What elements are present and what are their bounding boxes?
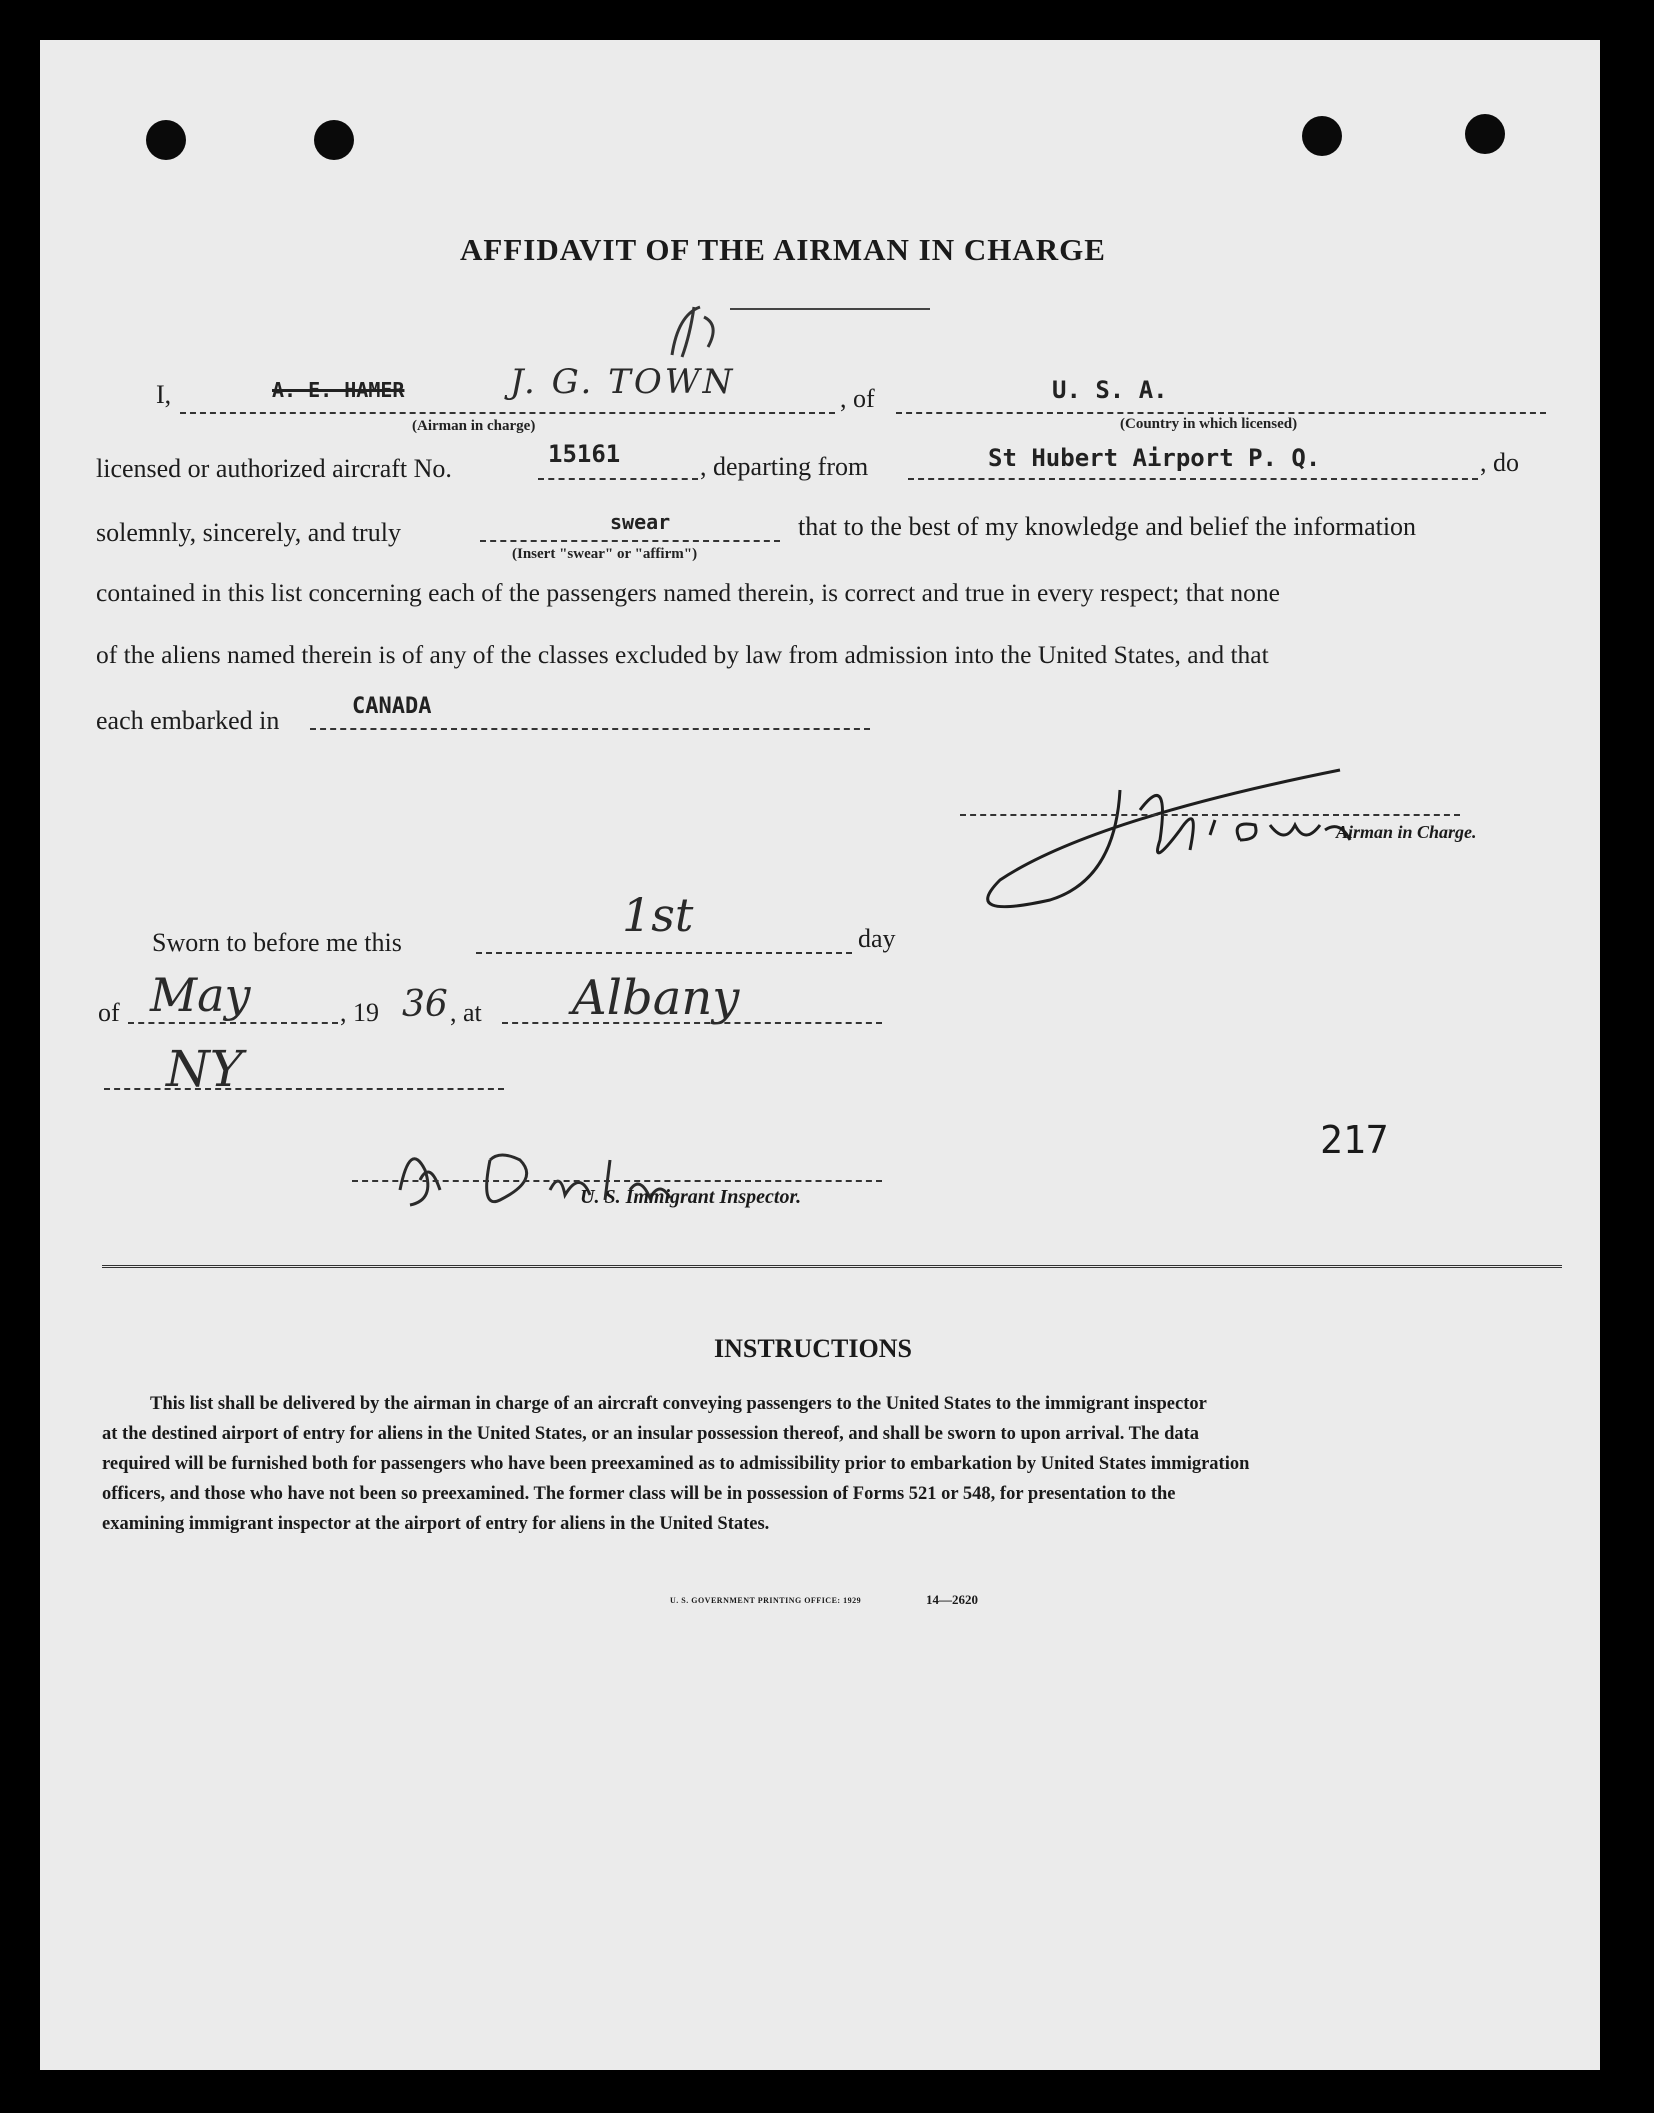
of-month-label: of	[98, 998, 120, 1027]
sworn-label: Sworn to before me this	[152, 928, 402, 957]
place-second-line	[104, 1088, 504, 1090]
page-title: AFFIDAVIT OF THE AIRMAN IN CHARGE	[460, 232, 1106, 267]
of-label: , of	[840, 384, 875, 413]
inspector-signature	[380, 1120, 880, 1230]
year-value: 36	[402, 984, 448, 1025]
airman-caption: (Airman in charge)	[412, 418, 536, 434]
departing-label: , departing from	[700, 452, 869, 481]
place-value: Albany	[572, 970, 740, 1026]
sworn-day-value: 1st	[622, 888, 694, 942]
embarked-label: each embarked in	[96, 706, 280, 735]
page-number: 217	[1320, 1118, 1389, 1162]
signature-line	[960, 814, 1460, 816]
airman-line	[180, 412, 835, 414]
form-number: 14—2620	[926, 1592, 978, 1607]
handwritten-initials-mark	[660, 295, 730, 365]
airman-struck-name: A. E. HAMER	[272, 378, 405, 402]
instructions-line1: This list shall be delivered by the airman in charge of an aircraft conveying passengers to the United States to the immigrant inspector	[150, 1394, 1207, 1414]
aircraft-label: licensed or authorized aircraft No.	[96, 454, 452, 483]
affidavit-line4: contained in this list concerning each of the passengers named therein, is correct and true in every respect; that none	[96, 578, 1280, 607]
punch-hole	[146, 120, 186, 160]
departing-line	[908, 478, 1478, 480]
inspector-line	[352, 1180, 882, 1182]
at-label: , at	[450, 998, 482, 1027]
oath-line	[480, 540, 780, 542]
punch-hole	[1302, 116, 1342, 156]
instructions-line2: at the destined airport of entry for aliens in the United States, or an insular possession thereof, and shall be sworn to upon arrival. The data	[102, 1424, 1200, 1444]
sworn-day-line	[476, 952, 852, 954]
solemnly-label: solemnly, sincerely, and truly	[96, 518, 401, 547]
aircraft-no-line	[538, 478, 698, 480]
i-label: I,	[156, 380, 172, 409]
embarked-in: CANADA	[352, 694, 432, 719]
document-page	[40, 40, 1600, 2070]
instructions-line3: required will be furnished both for passengers who have been preexamined as to admissibility prior to embarkation by United States immigration	[102, 1454, 1250, 1474]
oath-caption: (Insert "swear" or "affirm")	[512, 546, 698, 562]
inspector-caption: U. S. Immigrant Inspector.	[580, 1186, 802, 1208]
day-label: day	[858, 924, 896, 953]
country-line	[896, 412, 1546, 414]
airman-name-handwritten: J. G. TOWN	[510, 362, 736, 402]
punch-hole	[314, 120, 354, 160]
month-value: May	[150, 968, 251, 1022]
airman-signature-caption: Airman in Charge.	[1336, 822, 1477, 842]
country-value: U. S. A.	[1052, 376, 1168, 404]
departing-from: St Hubert Airport P. Q.	[988, 444, 1321, 472]
month-line	[128, 1022, 338, 1024]
title-underline	[730, 308, 930, 310]
punch-hole	[1465, 114, 1505, 154]
embarked-line	[310, 728, 870, 730]
do-label: , do	[1480, 448, 1519, 477]
instructions-line5: examining immigrant inspector at the airport of entry for aliens in the United States.	[102, 1514, 770, 1534]
instructions-line4: officers, and those who have not been so preexamined. The former class will be in possession of Forms 521 or 548, for presentation to the	[102, 1484, 1176, 1504]
aircraft-number: 15161	[548, 440, 621, 468]
affidavit-line5: of the aliens named therein is of any of the classes excluded by law from admission into the United States, and that	[96, 640, 1269, 669]
country-caption: (Country in which licensed)	[1120, 416, 1298, 432]
affidavit-line3: that to the best of my knowledge and belief the information	[798, 512, 1417, 541]
oath-value: swear	[610, 510, 671, 534]
year-prefix: , 19	[340, 998, 379, 1027]
gpo-imprint: U. S. GOVERNMENT PRINTING OFFICE: 1929	[670, 1596, 862, 1605]
place-line2-value: NY	[166, 1040, 243, 1098]
instructions-heading: INSTRUCTIONS	[714, 1334, 912, 1363]
section-divider	[102, 1262, 1562, 1268]
